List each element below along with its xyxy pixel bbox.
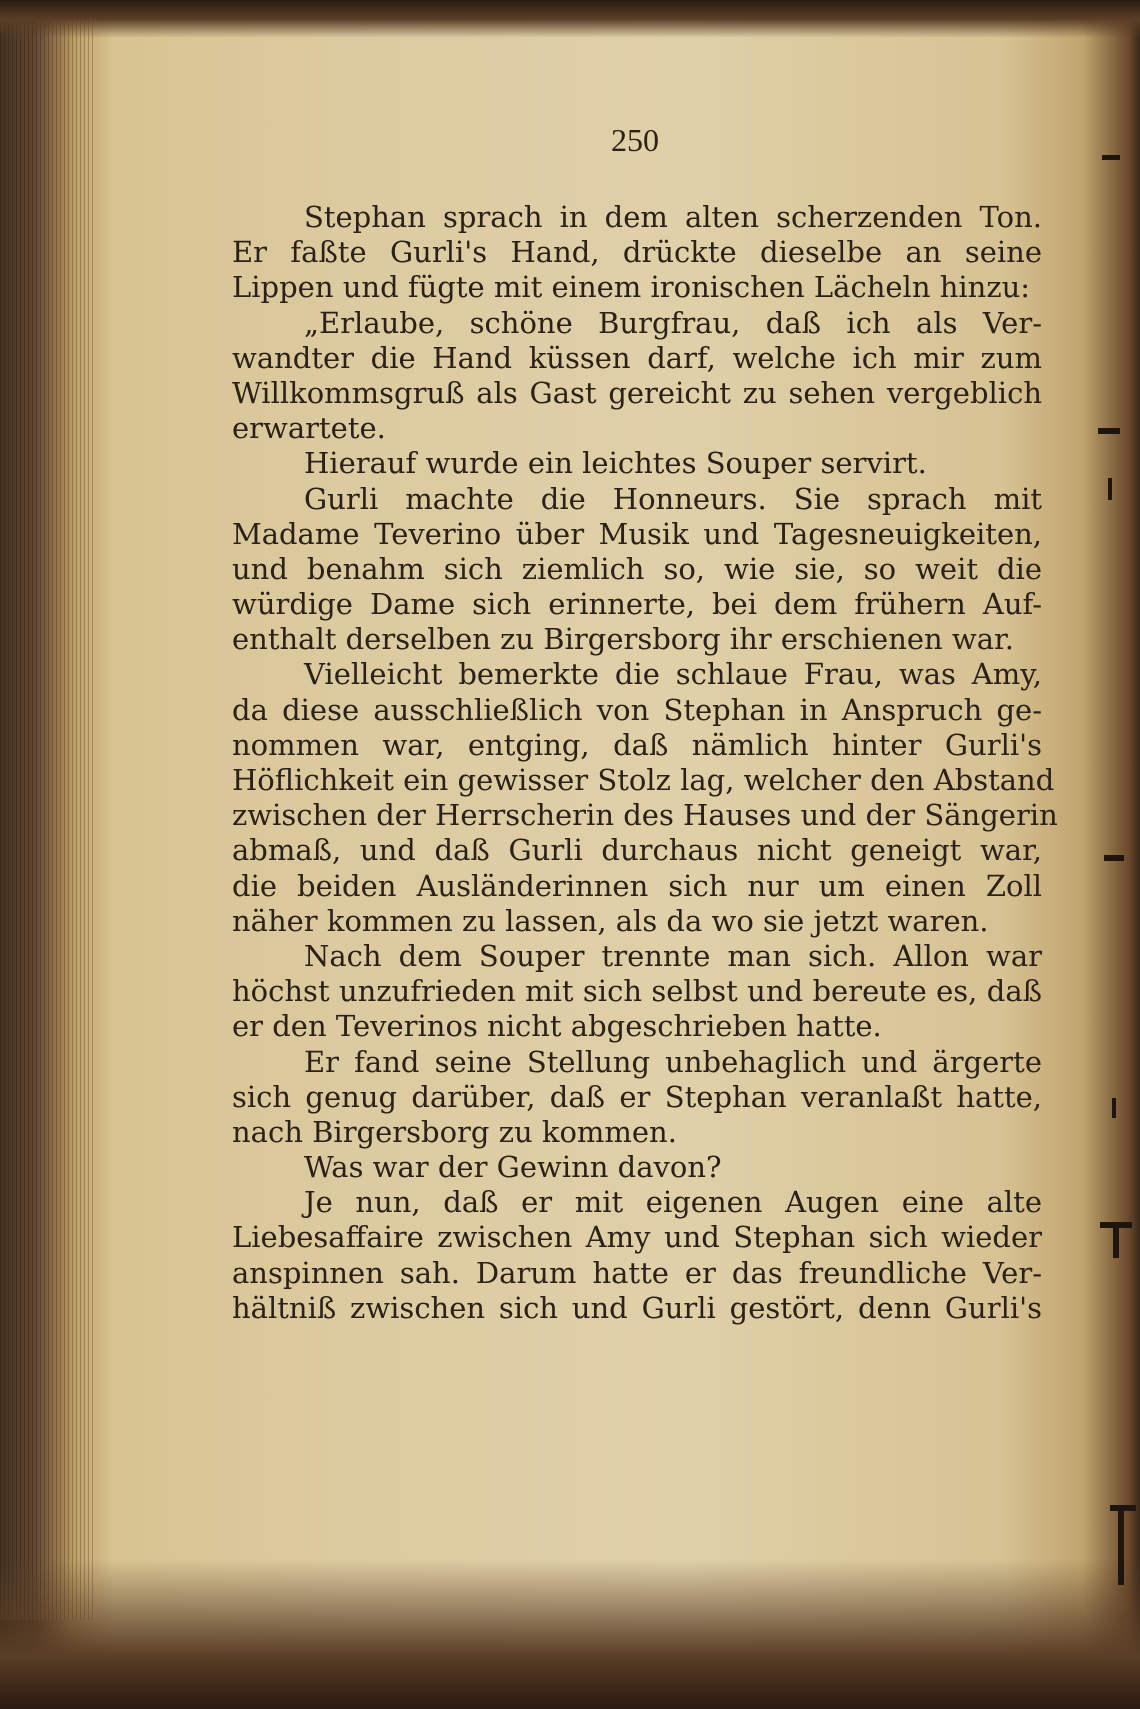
margin-mark xyxy=(1118,1505,1124,1585)
text-line: Madame Teverino über Musik und Tagesneuigkeiten, xyxy=(232,516,1042,551)
text-line: zwischen der Herrscherin des Hauses und der Sängerin xyxy=(232,798,1058,833)
page-number: 250 xyxy=(611,122,659,158)
text-line: Vielleicht bemerkte die schlaue Frau, was Amy, xyxy=(304,657,1042,692)
text-line: würdige Dame sich erinnerte, bei dem frühern Auf- xyxy=(232,587,1042,622)
text-line: Nach dem Souper trennte man sich. Allon war xyxy=(304,938,1042,973)
text-line: nommen war, entging, daß nämlich hinter Gurli's xyxy=(232,727,1042,762)
text-line: die beiden Ausländerinnen sich nur um einen Zoll xyxy=(232,868,1042,903)
margin-mark xyxy=(1112,1098,1116,1118)
text-line: Liebesaffaire zwischen Amy und Stephan sich wieder xyxy=(232,1220,1042,1255)
text-line: und benahm sich ziemlich so, wie sie, so weit die xyxy=(232,551,1042,586)
margin-mark xyxy=(1102,155,1120,160)
text-line: abmaß, und daß Gurli durchaus nicht geneigt war, xyxy=(232,833,1042,868)
text-line: Er fand seine Stellung unbehaglich und ärgerte xyxy=(304,1044,1042,1079)
text-line: näher kommen zu lassen, als da wo sie jetzt waren. xyxy=(232,903,989,938)
bottom-shadow xyxy=(0,1559,1140,1709)
body-text xyxy=(232,200,1058,1326)
text-line: nach Birgersborg zu kommen. xyxy=(232,1114,677,1149)
text-line: er den Teverinos nicht abgeschrieben hatte. xyxy=(232,1009,882,1044)
text-line: höchst unzufrieden mit sich selbst und bereute es, daß xyxy=(232,974,1042,1009)
text-line: Willkommsgruß als Gast gereicht zu sehen vergeblich xyxy=(232,375,1042,410)
text-line: Lippen und fügte mit einem ironischen Lächeln hinzu: xyxy=(232,270,1031,305)
text-line: Er faßte Gurli's Hand, drückte dieselbe an seine xyxy=(232,235,1042,270)
text-line: hältniß zwischen sich und Gurli gestört, denn Gurli's xyxy=(232,1290,1042,1325)
text-line: da diese ausschließlich von Stephan in Anspruch ge- xyxy=(232,692,1042,727)
text-line: Je nun, daß er mit eigenen Augen eine alte xyxy=(304,1185,1042,1220)
margin-mark xyxy=(1113,1222,1119,1258)
text-line: „Erlaube, schöne Burgfrau, daß ich als Ver- xyxy=(304,305,1042,340)
text-line: Stephan sprach in dem alten scherzenden Ton. xyxy=(304,200,1042,234)
text-line: Gurli machte die Honneurs. Sie sprach mit xyxy=(304,481,1042,516)
text-line: sich genug darüber, daß er Stephan veranlaßt hatte, xyxy=(232,1079,1042,1114)
text-line: Hierauf wurde ein leichtes Souper servirt. xyxy=(304,446,927,481)
text-line: wandter die Hand küssen darf, welche ich mir zum xyxy=(232,340,1042,375)
margin-mark xyxy=(1098,428,1120,434)
text-line: anspinnen sah. Darum hatte er das freundliche Ver- xyxy=(232,1255,1042,1290)
margin-mark xyxy=(1108,478,1112,500)
text-line: erwartete. xyxy=(232,411,386,446)
text-line: Höflichkeit ein gewisser Stolz lag, welcher den Abstand xyxy=(232,763,1055,797)
margin-mark xyxy=(1104,855,1124,861)
top-shadow xyxy=(0,0,1140,38)
page-edges xyxy=(0,20,95,1620)
text-line: enthalt derselben zu Birgersborg ihr erschienen war. xyxy=(232,622,1014,657)
text-line: Was war der Gewinn davon? xyxy=(304,1150,722,1185)
